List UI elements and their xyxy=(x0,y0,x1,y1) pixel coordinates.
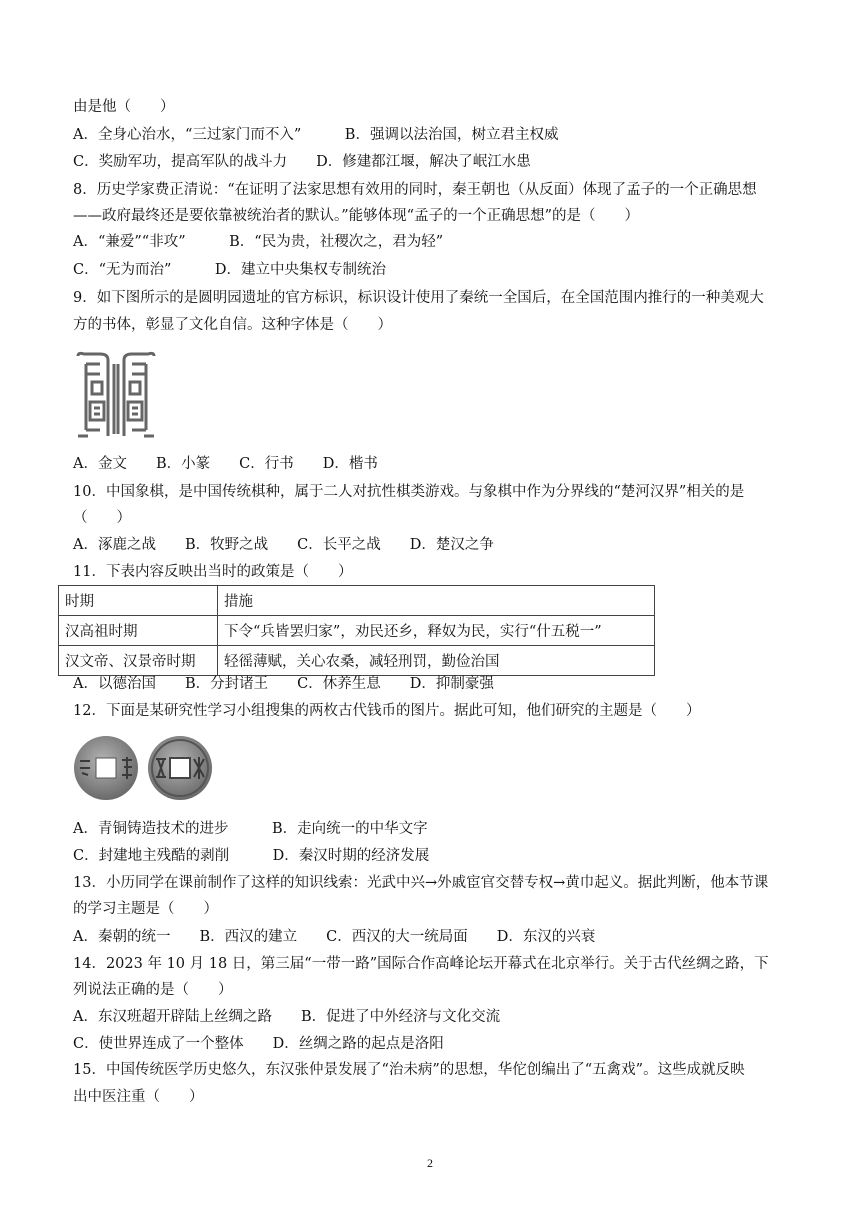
table-cell: 下令“兵皆罢归家”，劝民还乡，释奴为民，实行“什五税一” xyxy=(218,616,655,646)
question-13-stem-cont: 的学习主题是（ ） xyxy=(73,901,218,917)
question-14-options-ab: A．东汉班超开辟陆上丝绸之路 B．促进了中外经济与文化交流 xyxy=(73,1009,501,1025)
question-9-stem-cont: 方的书体，彰显了文化自信。这种字体是（ ） xyxy=(73,317,392,333)
table-header-cell: 措施 xyxy=(218,586,655,616)
question-9-stem: 9．如下图所示的是圆明园遗址的官方标识，标识设计使用了秦统一全国后，在全国范围内推行的一种美观大 xyxy=(73,290,764,306)
question-10-options: A．涿鹿之战 B．牧野之战 C．长平之战 D．楚汉之争 xyxy=(73,537,494,553)
question-13-stem: 13．小历同学在课前制作了这样的知识线索：光武中兴→外戚宦官交替专权→黄巾起义。据此判断，他本节课 xyxy=(73,875,769,891)
question-14-stem-cont: 列说法正确的是（ ） xyxy=(73,982,233,998)
table-cell: 轻徭薄赋，关心农桑，减轻刑罚，勤俭治国 xyxy=(218,646,655,676)
coin-wu-zhu xyxy=(148,736,212,800)
question-12-stem: 12．下面是某研究性学习小组搜集的两枚古代钱币的图片。据此可知，他们研究的主题是（ ） xyxy=(73,703,701,719)
question-8-options-ab: A．“兼爱”“非攻” B．“民为贵，社稷次之，君为轻” xyxy=(73,234,444,250)
question-12-options-cd: C．封建地主残酷的剥削 D．秦汉时期的经济发展 xyxy=(73,848,430,864)
question-8-stem: 8．历史学家费正清说：“在证明了法家思想有效用的同时，秦王朝也（从反面）体现了孟子的一个正确思想 xyxy=(73,182,757,198)
question-9-options: A．金文 B．小篆 C．行书 D．楷书 xyxy=(73,456,378,472)
coin-ban-liang xyxy=(74,736,138,800)
question-15-stem-cont: 出中医注重（ ） xyxy=(73,1089,204,1105)
page-number: 2 xyxy=(427,1156,433,1170)
table-row xyxy=(59,646,655,676)
table-cell: 汉文帝、汉景帝时期 xyxy=(59,646,218,676)
question-7-options-cd: C．奖励军功，提高军队的战斗力 D．修建都江堰，解决了岷江水患 xyxy=(73,154,531,170)
question-15-stem: 15．中国传统医学历史悠久，东汉张仲景发展了“治未病”的思想，华佗创编出了“五禽戏”。这些成就反映 xyxy=(73,1062,745,1078)
question-7-stem-end: 由是他（ ） xyxy=(73,99,175,115)
question-12-options-ab: A．青铜铸造技术的进步 B．走向统一的中华文字 xyxy=(73,821,428,837)
yuanmingyuan-seal-logo xyxy=(74,350,158,440)
question-8-options-cd: C．“无为而治” D．建立中央集权专制统治 xyxy=(73,262,387,278)
table-header-row xyxy=(59,586,655,616)
ancient-coins-image xyxy=(72,735,214,801)
policy-table xyxy=(58,585,655,676)
table-cell: 汉高祖时期 xyxy=(59,616,218,646)
table-row xyxy=(59,616,655,646)
question-11-stem: 11．下表内容反映出当时的政策是（ ） xyxy=(73,564,353,580)
question-14-stem: 14．2023 年 10 月 18 日，第三届“一带一路”国际合作高峰论坛开幕式在北京举行。关于古代丝绸之路，下 xyxy=(73,956,769,972)
table-header-cell: 时期 xyxy=(59,586,218,616)
question-7-options-ab: A．全身心治水，“三过家门而不入” B．强调以法治国，树立君主权威 xyxy=(73,127,559,143)
question-14-options-cd: C．使世界连成了一个整体 D．丝绸之路的起点是洛阳 xyxy=(73,1036,444,1052)
question-8-stem-cont: ——政府最终还是要依靠被统治者的默认。”能够体现“孟子的一个正确思想”的是（ ） xyxy=(73,208,639,224)
question-10-stem: 10．中国象棋，是中国传统棋种，属于二人对抗性棋类游戏。与象棋中作为分界线的“楚河汉界”相关的是 xyxy=(73,484,745,500)
question-11-options: A．以德治国 B．分封诸王 C．休养生息 D．抑制豪强 xyxy=(73,676,494,692)
question-13-options: A．秦朝的统一 B．西汉的建立 C．西汉的大一统局面 D．东汉的兴衰 xyxy=(73,929,596,945)
question-10-stem-cont: （ ） xyxy=(73,510,131,526)
